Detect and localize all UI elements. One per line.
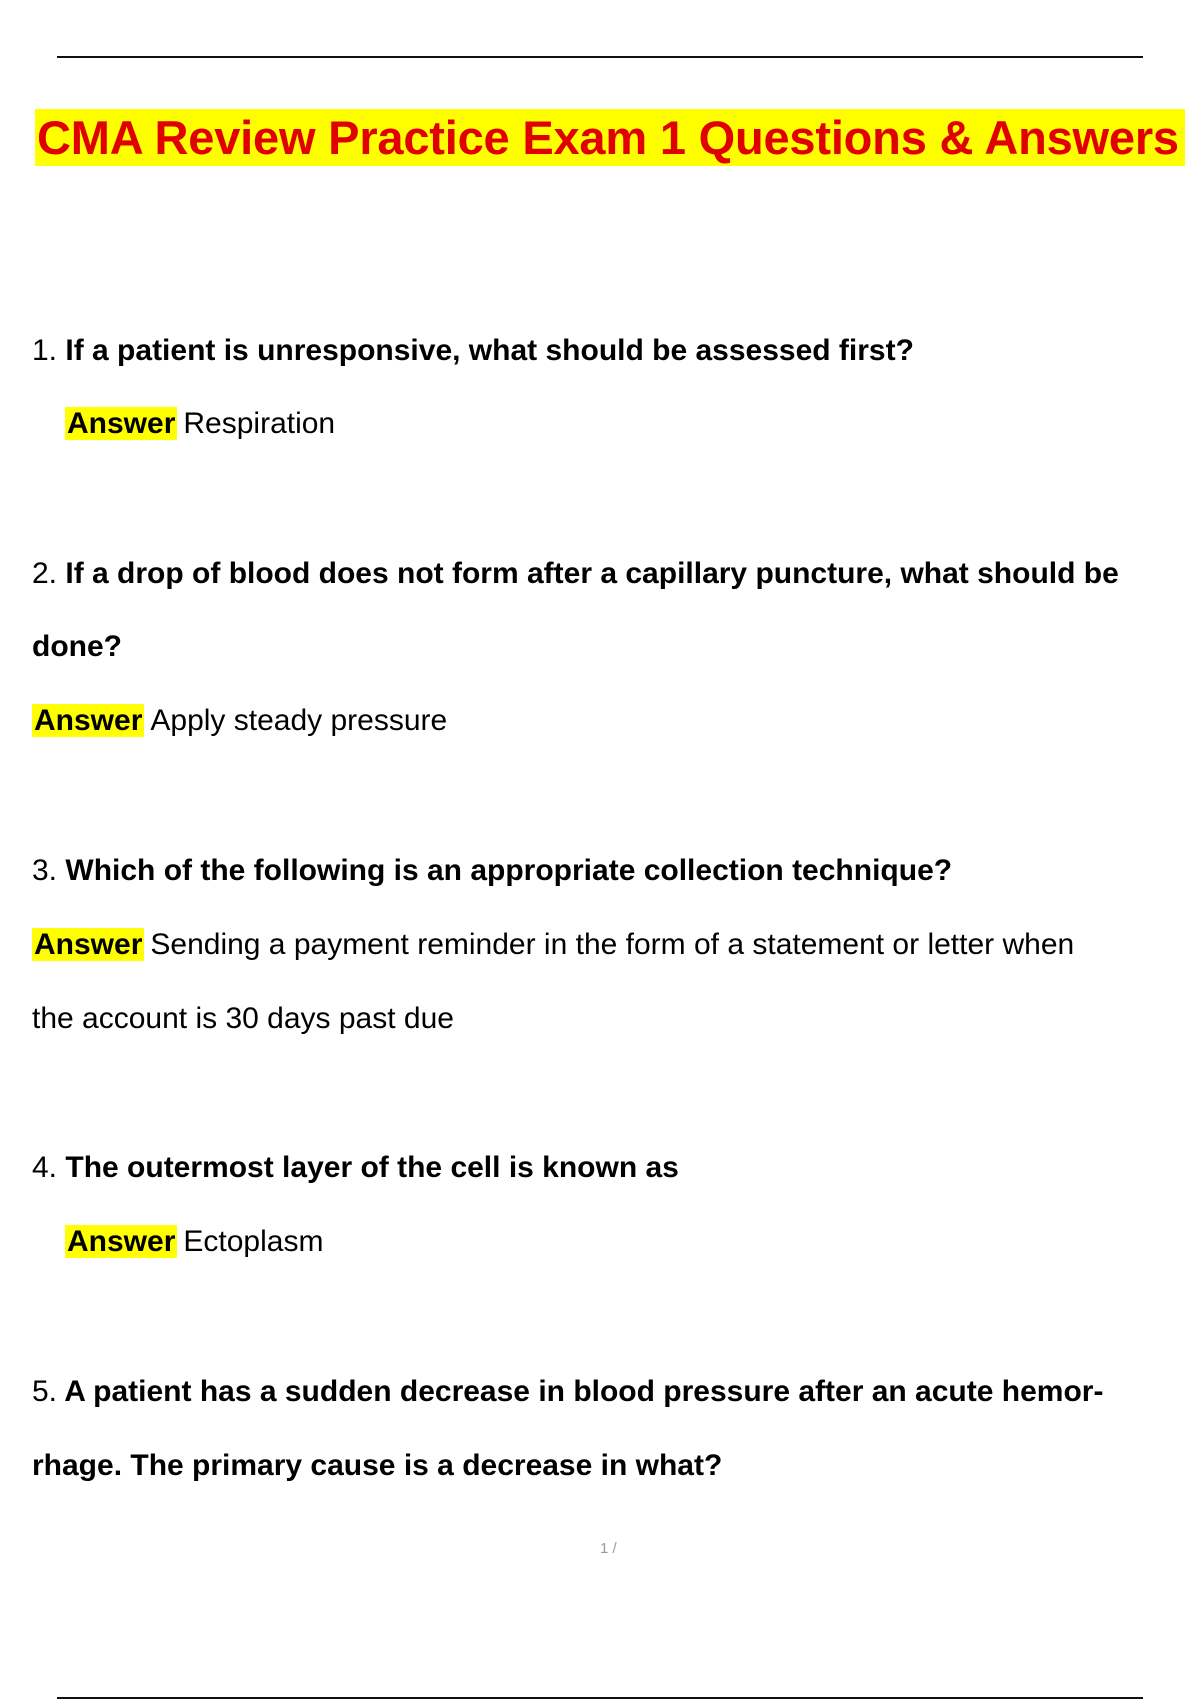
question-1: [32, 331, 914, 371]
answer-2: [32, 701, 447, 741]
answer-label: Answer: [67, 407, 176, 440]
question-text: Which of the following is an appropriate collection technique?: [65, 854, 953, 887]
answer-4: [65, 1222, 323, 1262]
answer-text: the account is 30 days past due: [32, 1002, 454, 1035]
question-number: 3.: [32, 854, 58, 887]
answer-text: Sending a payment reminder in the form of a statement or letter when: [150, 928, 1075, 961]
question-2: [32, 554, 1119, 594]
question-number: 5.: [32, 1375, 58, 1408]
top-rule: [57, 56, 1143, 58]
question-5: [32, 1372, 1103, 1412]
answer-label: Answer: [34, 704, 143, 737]
answer-label: Answer: [67, 1225, 176, 1258]
answer-1: [65, 404, 335, 444]
question-text: rhage. The primary cause is a decrease in what?: [32, 1449, 723, 1482]
page-title: CMA Review Practice Exam 1 Questions & Answers: [35, 109, 1185, 166]
answer-label: Answer: [34, 928, 143, 961]
question-5-cont: [32, 1446, 722, 1486]
question-text: If a drop of blood does not form after a capillary puncture, what should be: [65, 557, 1119, 590]
answer-3-cont: [32, 999, 454, 1039]
question-number: 1.: [32, 334, 58, 367]
answer-text: Ectoplasm: [183, 1225, 324, 1258]
question-number: 2.: [32, 557, 58, 590]
question-4: [32, 1148, 679, 1188]
bottom-rule: [57, 1697, 1143, 1699]
answer-text: Respiration: [183, 407, 336, 440]
answer-text: Apply steady pressure: [150, 704, 448, 737]
question-text: If a patient is unresponsive, what should be assessed first?: [65, 334, 914, 367]
question-2-cont: [32, 627, 122, 667]
question-text: done?: [32, 630, 122, 663]
answer-3: [32, 925, 1074, 965]
question-text: A patient has a sudden decrease in blood pressure after an acute hemor-: [64, 1375, 1104, 1408]
question-text: The outermost layer of the cell is known as: [65, 1151, 679, 1184]
question-3: [32, 851, 952, 891]
page-number: 1 /: [600, 1540, 617, 1557]
question-number: 4.: [32, 1151, 58, 1184]
